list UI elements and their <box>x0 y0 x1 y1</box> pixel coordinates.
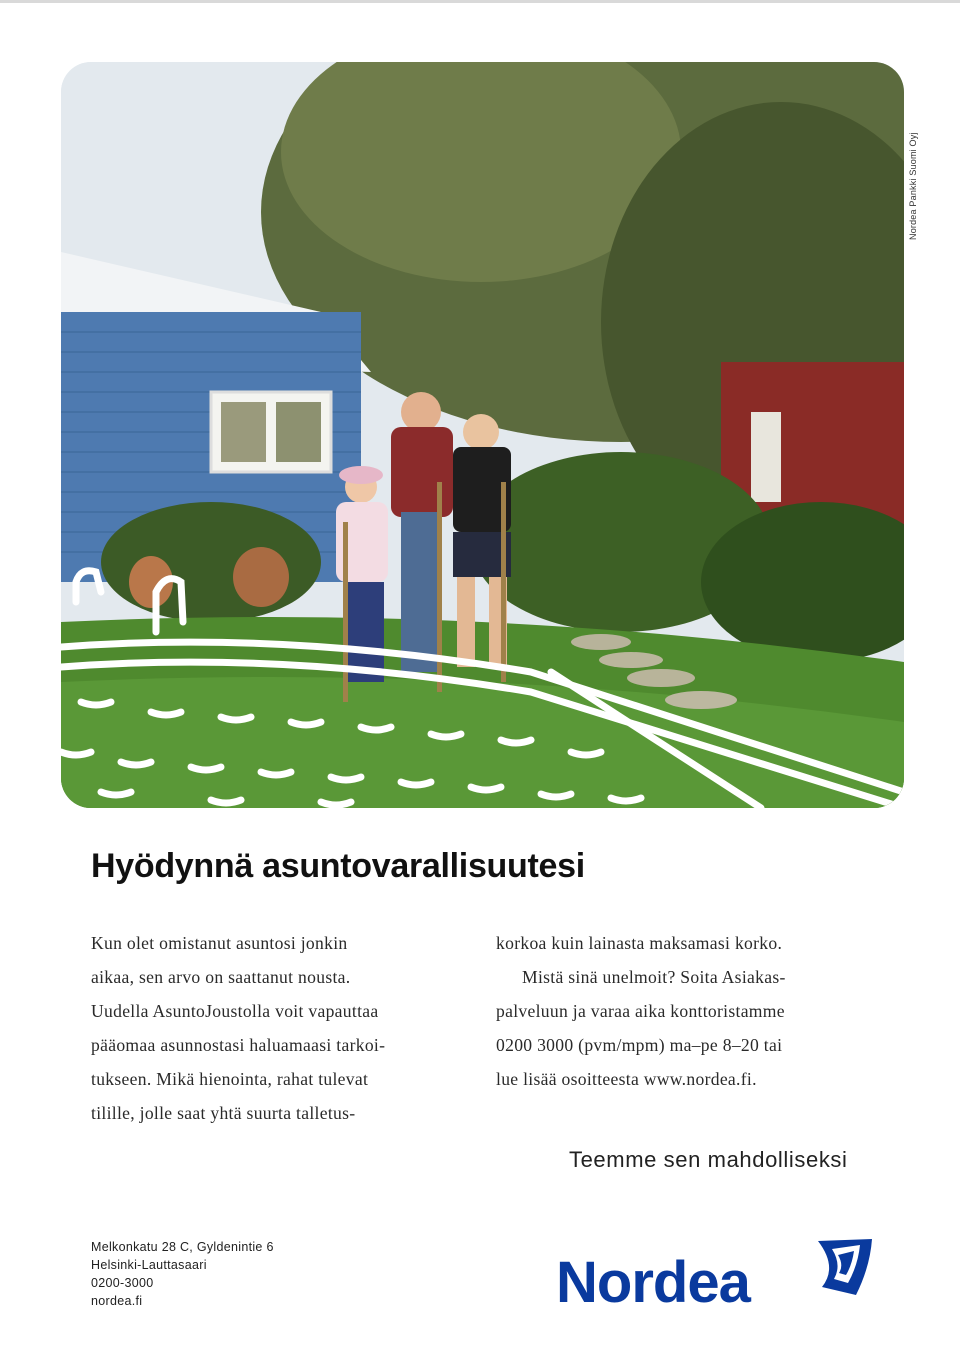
address-web: nordea.fi <box>91 1294 143 1308</box>
body-line: korkoa kuin lainasta maksamasi korko. <box>496 933 783 953</box>
body-line: tukseen. Mikä hienointa, rahat tulevat <box>91 1069 369 1089</box>
address-city: Helsinki-Lauttasaari <box>91 1258 207 1272</box>
nordea-sail-logo-icon <box>808 1237 878 1303</box>
body-line: pääomaa asunnostasi haluamaasi tarkoi- <box>91 1035 386 1055</box>
body-line: Uudella AsuntoJoustolla voit vapauttaa <box>91 1001 379 1021</box>
address-block <box>91 1238 274 1310</box>
photo-credit: Nordea Pankki Suomi Oyj <box>908 132 918 240</box>
headline: Hyödynnä asuntovarallisuutesi <box>91 847 585 885</box>
body-line: palveluun ja varaa aika konttoristamme <box>496 1001 785 1021</box>
body-line: 0200 3000 (pvm/mpm) ma–pe 8–20 tai <box>496 1035 783 1055</box>
body-line: tilille, jolle saat yhtä suurta talletus- <box>91 1103 356 1123</box>
body-line: Kun olet omistanut asuntosi jonkin <box>91 933 348 953</box>
top-border <box>0 0 960 3</box>
body-line: lue lisää osoitteesta www.nordea.fi. <box>496 1069 757 1089</box>
body-text-left <box>91 926 471 1130</box>
body-line: aikaa, sen arvo on saattanut nousta. <box>91 967 351 987</box>
address-street: Melkonkatu 28 C, Gyldenintie 6 <box>91 1240 274 1254</box>
nordea-logo <box>556 1237 886 1317</box>
body-line: Mistä sinä unelmoit? Soita Asiakas- <box>522 967 786 987</box>
slogan: Teemme sen mahdolliseksi <box>569 1147 848 1172</box>
photo-illustration <box>61 62 904 808</box>
logo-wordmark: Nordea <box>556 1250 750 1315</box>
address-phone: 0200-3000 <box>91 1276 154 1290</box>
body-text-right <box>496 926 876 1096</box>
family-garden-photo <box>61 62 904 808</box>
